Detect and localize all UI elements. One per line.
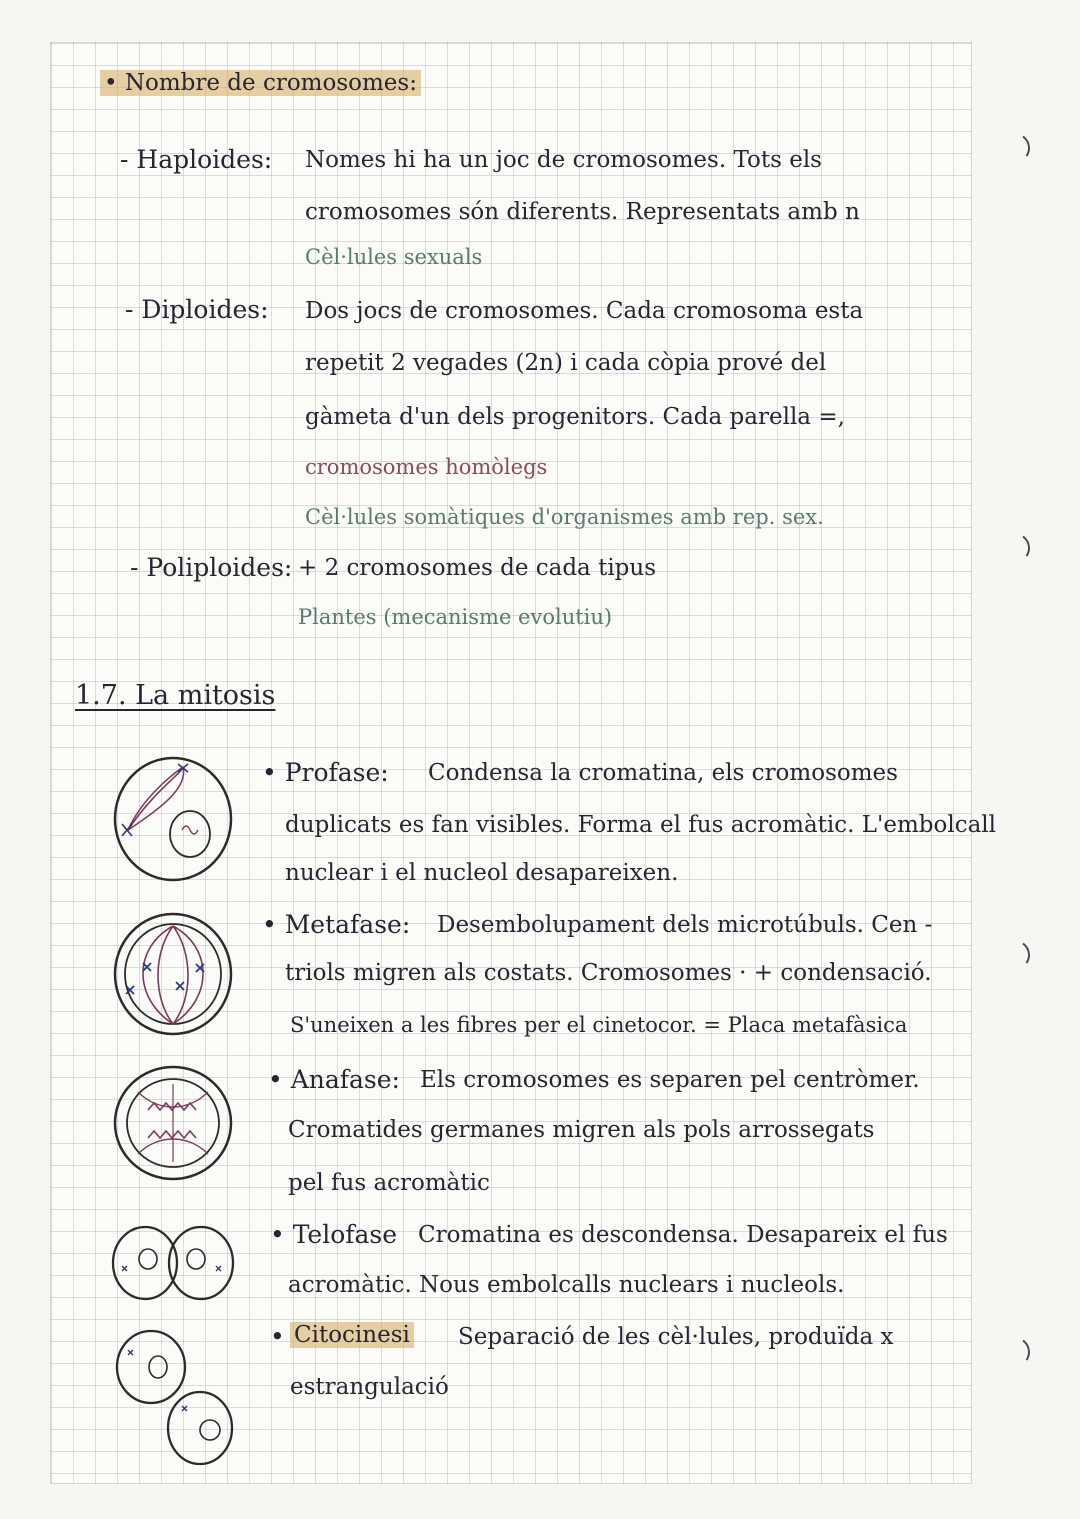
diploides-note-red: cromosomes homòlegs xyxy=(305,455,548,479)
phase-metafase-line-1: Desembolupament dels microtúbuls. Cen - xyxy=(437,912,933,938)
haploides-line-1: Nomes hi ha un joc de cromosomes. Tots els xyxy=(305,147,822,173)
poliploides-line-1: + 2 cromosomes de cada tipus xyxy=(298,555,657,581)
poliploides-label: - Poliploides: xyxy=(130,553,293,582)
diploides-line-1: Dos jocs de cromosomes. Cada cromosoma esta xyxy=(305,298,864,324)
binder-hole-2 xyxy=(998,531,1033,566)
phase-profase-name: • Profase: xyxy=(262,758,389,787)
phase-metafase-line-3: S'uneixen a les fibres per el cinetocor. = Placa metafàsica xyxy=(290,1013,908,1037)
anafase-cell-drawing xyxy=(108,1062,238,1184)
citocinesi-cell-drawing xyxy=(108,1322,248,1472)
section-title: 1.7. La mitosis xyxy=(75,680,276,711)
diploides-line-3: gàmeta d'un dels progenitors. Cada parella =, xyxy=(305,404,845,430)
diploides-line-2: repetit 2 vegades (2n) i cada còpia prové del xyxy=(305,350,827,376)
metafase-cell-drawing xyxy=(108,908,238,1040)
phase-telofase-name: • Telofase xyxy=(270,1220,398,1249)
phase-profase-line-2: duplicats es fan visibles. Forma el fus acromàtic. L'embolcall xyxy=(285,812,997,838)
haploides-note: Cèl·lules sexuals xyxy=(305,245,483,269)
phase-profase-line-1: Condensa la cromatina, els cromosomes xyxy=(428,760,898,786)
binder-hole-3 xyxy=(998,938,1033,973)
phase-citocinesi-name: Citocinesi xyxy=(290,1322,414,1348)
phase-metafase-line-2: triols migren als costats. Cromosomes · + condensació. xyxy=(285,960,932,986)
phase-profase-line-3: nuclear i el nucleol desapareixen. xyxy=(285,860,679,886)
page-heading: • Nombre de cromosomes: xyxy=(100,70,421,96)
phase-citocinesi-line-1: Separació de les cèl·lules, produïda x xyxy=(458,1324,894,1350)
diploides-label: - Diploides: xyxy=(125,295,269,324)
telofase-cell-drawing xyxy=(108,1222,238,1304)
phase-citocinesi-line-2: estrangulació xyxy=(290,1374,449,1400)
phase-anafase-line-2: Cromatides germanes migren als pols arrossegats xyxy=(288,1117,875,1143)
profase-cell-drawing xyxy=(108,752,238,887)
haploides-line-2: cromosomes són diferents. Representats amb n xyxy=(305,199,860,225)
phase-metafase-name: • Metafase: xyxy=(262,910,411,939)
binder-hole-4 xyxy=(998,1335,1033,1370)
phase-anafase-line-1: Els cromosomes es separen pel centròmer. xyxy=(420,1067,920,1093)
binder-hole-1 xyxy=(998,131,1033,166)
phase-citocinesi-bullet: • xyxy=(270,1322,285,1351)
diploides-note: Cèl·lules somàtiques d'organismes amb rep. sex. xyxy=(305,505,824,529)
phase-anafase-name: • Anafase: xyxy=(268,1065,400,1094)
phase-anafase-line-3: pel fus acromàtic xyxy=(288,1170,490,1196)
haploides-label: - Haploides: xyxy=(120,145,273,174)
poliploides-note: Plantes (mecanisme evolutiu) xyxy=(298,605,613,629)
phase-telofase-line-2: acromàtic. Nous embolcalls nuclears i nucleols. xyxy=(288,1272,845,1298)
phase-telofase-line-1: Cromatina es descondensa. Desapareix el fus xyxy=(418,1222,948,1248)
